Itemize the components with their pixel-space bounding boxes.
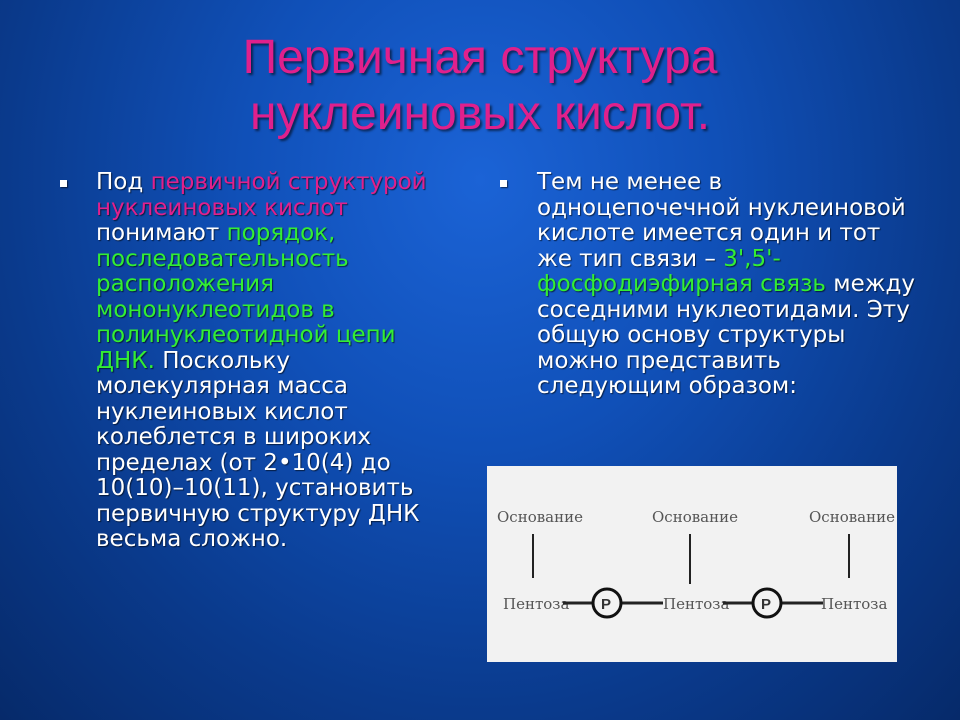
base-label-2: Основание — [652, 508, 738, 526]
sugar-label-3: Пентоза — [821, 595, 888, 613]
right-text-1: Тем не менее в одноцепочечной нуклеиновой кислоте имеется один и тот же тип связи – — [537, 169, 906, 272]
left-text-1: Под — [96, 169, 151, 195]
left-column-text — [96, 170, 456, 553]
right-text-bond: 3',5'-фосфодиэфирная связь — [537, 245, 826, 297]
bullet-square-icon — [500, 180, 507, 187]
phosphate-label-1: P — [601, 596, 612, 613]
base-label-1: Основание — [497, 508, 583, 526]
base-label-3: Основание — [809, 508, 895, 526]
left-text-5: Поскольку молекулярная масса нуклеиновых кислот колеблется в широких пределах (от 2•10(4) до 10(10)–10(11), установить первичную структуру ДНК весьма сложно. — [96, 347, 420, 552]
diagram-svg — [487, 466, 897, 662]
left-text-3: понимают — [96, 220, 227, 246]
left-text-primary-structure: первичной структурой нуклеиновых кислот — [96, 169, 427, 221]
title-line-1: Первичная структура — [242, 31, 718, 84]
title-line-2: нуклеиновых кислот. — [249, 87, 711, 140]
nucleic-acid-structure-diagram — [487, 466, 897, 662]
right-column-text — [537, 170, 917, 400]
right-text-3: между соседними нуклеотидами. Эту общую основу структуры можно представить следующим образом: — [537, 271, 915, 399]
sugar-label-1: Пентоза — [503, 595, 570, 613]
slide-title — [0, 30, 960, 142]
phosphate-label-2: P — [761, 596, 772, 613]
sugar-label-2: Пентоза — [663, 595, 730, 613]
left-text-order: порядок, последовательность расположения мононуклеотидов в полинуклеотидной цепи ДНК. — [96, 220, 396, 374]
bullet-square-icon — [60, 180, 67, 187]
